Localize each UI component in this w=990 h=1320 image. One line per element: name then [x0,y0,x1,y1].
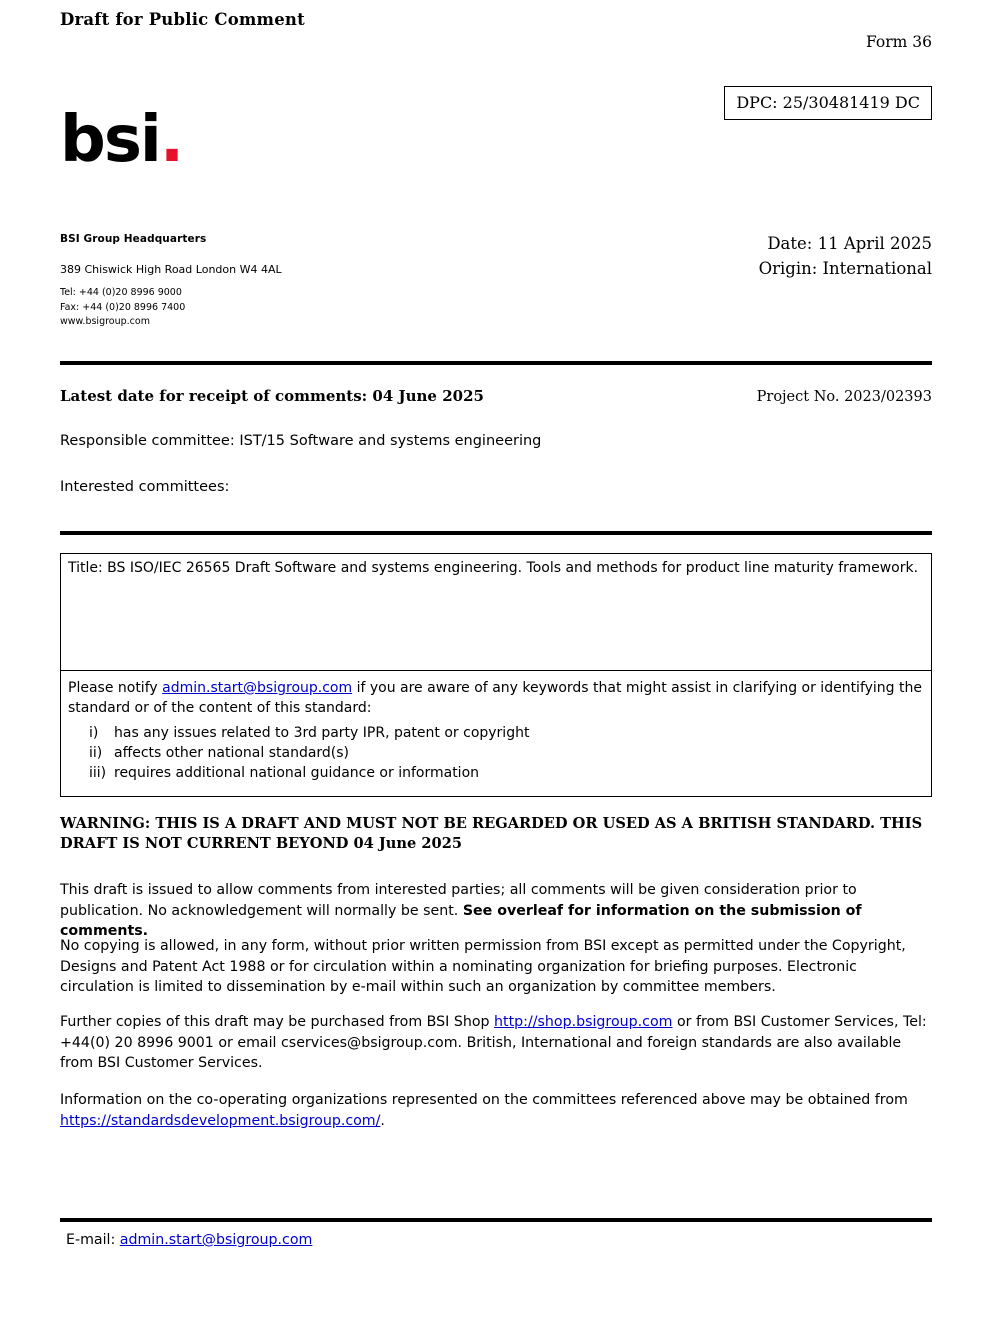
standard-title: Title: BS ISO/IEC 26565 Draft Software and systems engineering. Tools and methods for product line maturity framework. [68,560,919,576]
paragraph-text-before: Further copies of this draft may be purchased from BSI Shop [60,1014,495,1030]
notify-text-before: Please notify [68,680,163,696]
standards-development-link[interactable]: https://standardsdevelopment.bsigroup.com/ [60,1112,381,1129]
form-number: Form 36 [866,33,932,51]
notify-list [68,723,924,784]
notify-text [68,678,924,719]
divider-top [60,361,932,365]
logo-text: bsi [60,103,160,177]
list-item-text: has any issues related to 3rd party IPR, patent or copyright [114,724,530,741]
footer-label: E-mail: [66,1232,120,1248]
divider-footer [60,1218,932,1222]
notify-email-link[interactable]: admin.start@bsigroup.com [162,680,353,696]
logo-dot: . [159,103,183,177]
comments-row [60,387,932,405]
footer-email [66,1232,312,1248]
footer-email-link[interactable]: admin.start@bsigroup.com [119,1232,313,1248]
notify-text-after: if you are aware of any keywords that might assist in clarifying or identifying the standard or of the content of this standard: [68,680,922,717]
address-tel: Tel: +44 (0)20 8996 9000 [60,287,182,298]
latest-comment-date: Latest date for receipt of comments: 04 June 2025 [60,387,484,405]
paragraph-cooperating-orgs [60,1090,932,1131]
responsible-committee: Responsible committee: IST/15 Software and systems engineering [60,433,542,449]
interested-committees: Interested committees: [60,479,230,495]
list-item [68,743,924,763]
list-item-number: iii) [89,765,107,782]
address-contact [60,286,185,330]
list-item-text: requires additional national guidance or information [114,765,480,782]
standard-title-box [60,553,932,671]
list-item [68,763,924,783]
notify-box [60,671,932,797]
project-number: Project No. 2023/02393 [756,389,932,405]
bsi-shop-link[interactable]: http://shop.bsigroup.com [494,1014,673,1030]
origin-text: Origin: International [758,258,932,278]
paragraph-text: This draft is issued to allow comments from interested parties; all comments will be given consideration prior to publication. No acknowledgement will normally be sent. [60,882,857,919]
bsi-logo [60,103,183,177]
list-item [68,723,924,743]
paragraph-further-copies [60,1012,932,1074]
paragraph-issue-notice [60,880,932,942]
address-fax: Fax: +44 (0)20 8996 7400 [60,301,186,313]
address-web: www.bsigroup.com [60,316,150,328]
page-title: Draft for Public Comment [60,10,305,29]
address-street: 389 Chiswick High Road London W4 4AL [60,263,282,276]
date-text: Date: 11 April 2025 [767,234,932,253]
list-item-number: i) [89,724,99,741]
list-item-number: ii) [89,744,103,761]
list-item-text: affects other national standard(s) [114,744,350,761]
paragraph-text-after: or from BSI Customer Services, Tel: +44(0) 20 8996 9001 or email cservices@bsigroup.com. British, International and foreign standards are also available from BSI Customer Services. [60,1014,927,1072]
address-org: BSI Group Headquarters [60,233,207,245]
paragraph-emphasis: See overleaf for information on the submission of comments. [60,902,862,940]
paragraph-copyright: No copying is allowed, in any form, without prior written permission from BSI except as permitted under the Copyright, Designs and Patent Act 1988 or for circulation within a nominating organization for briefing purposes. Electronic circulation is limited to dissemination by e-mail within such an organization by committee members. [60,938,906,996]
date-origin-block [759,232,932,282]
divider-middle [60,531,932,535]
dpc-reference-box: DPC: 25/30481419 DC [724,86,932,120]
paragraph-text-before: Information on the co-operating organizations represented on the committees referenced above may be obtained from [60,1092,908,1108]
warning-text: WARNING: THIS IS A DRAFT AND MUST NOT BE REGARDED OR USED AS A BRITISH STANDARD. THIS DRAFT IS NOT CURRENT BEYOND 04 June 2025 [60,815,923,852]
paragraph-text-after: . [380,1112,385,1129]
